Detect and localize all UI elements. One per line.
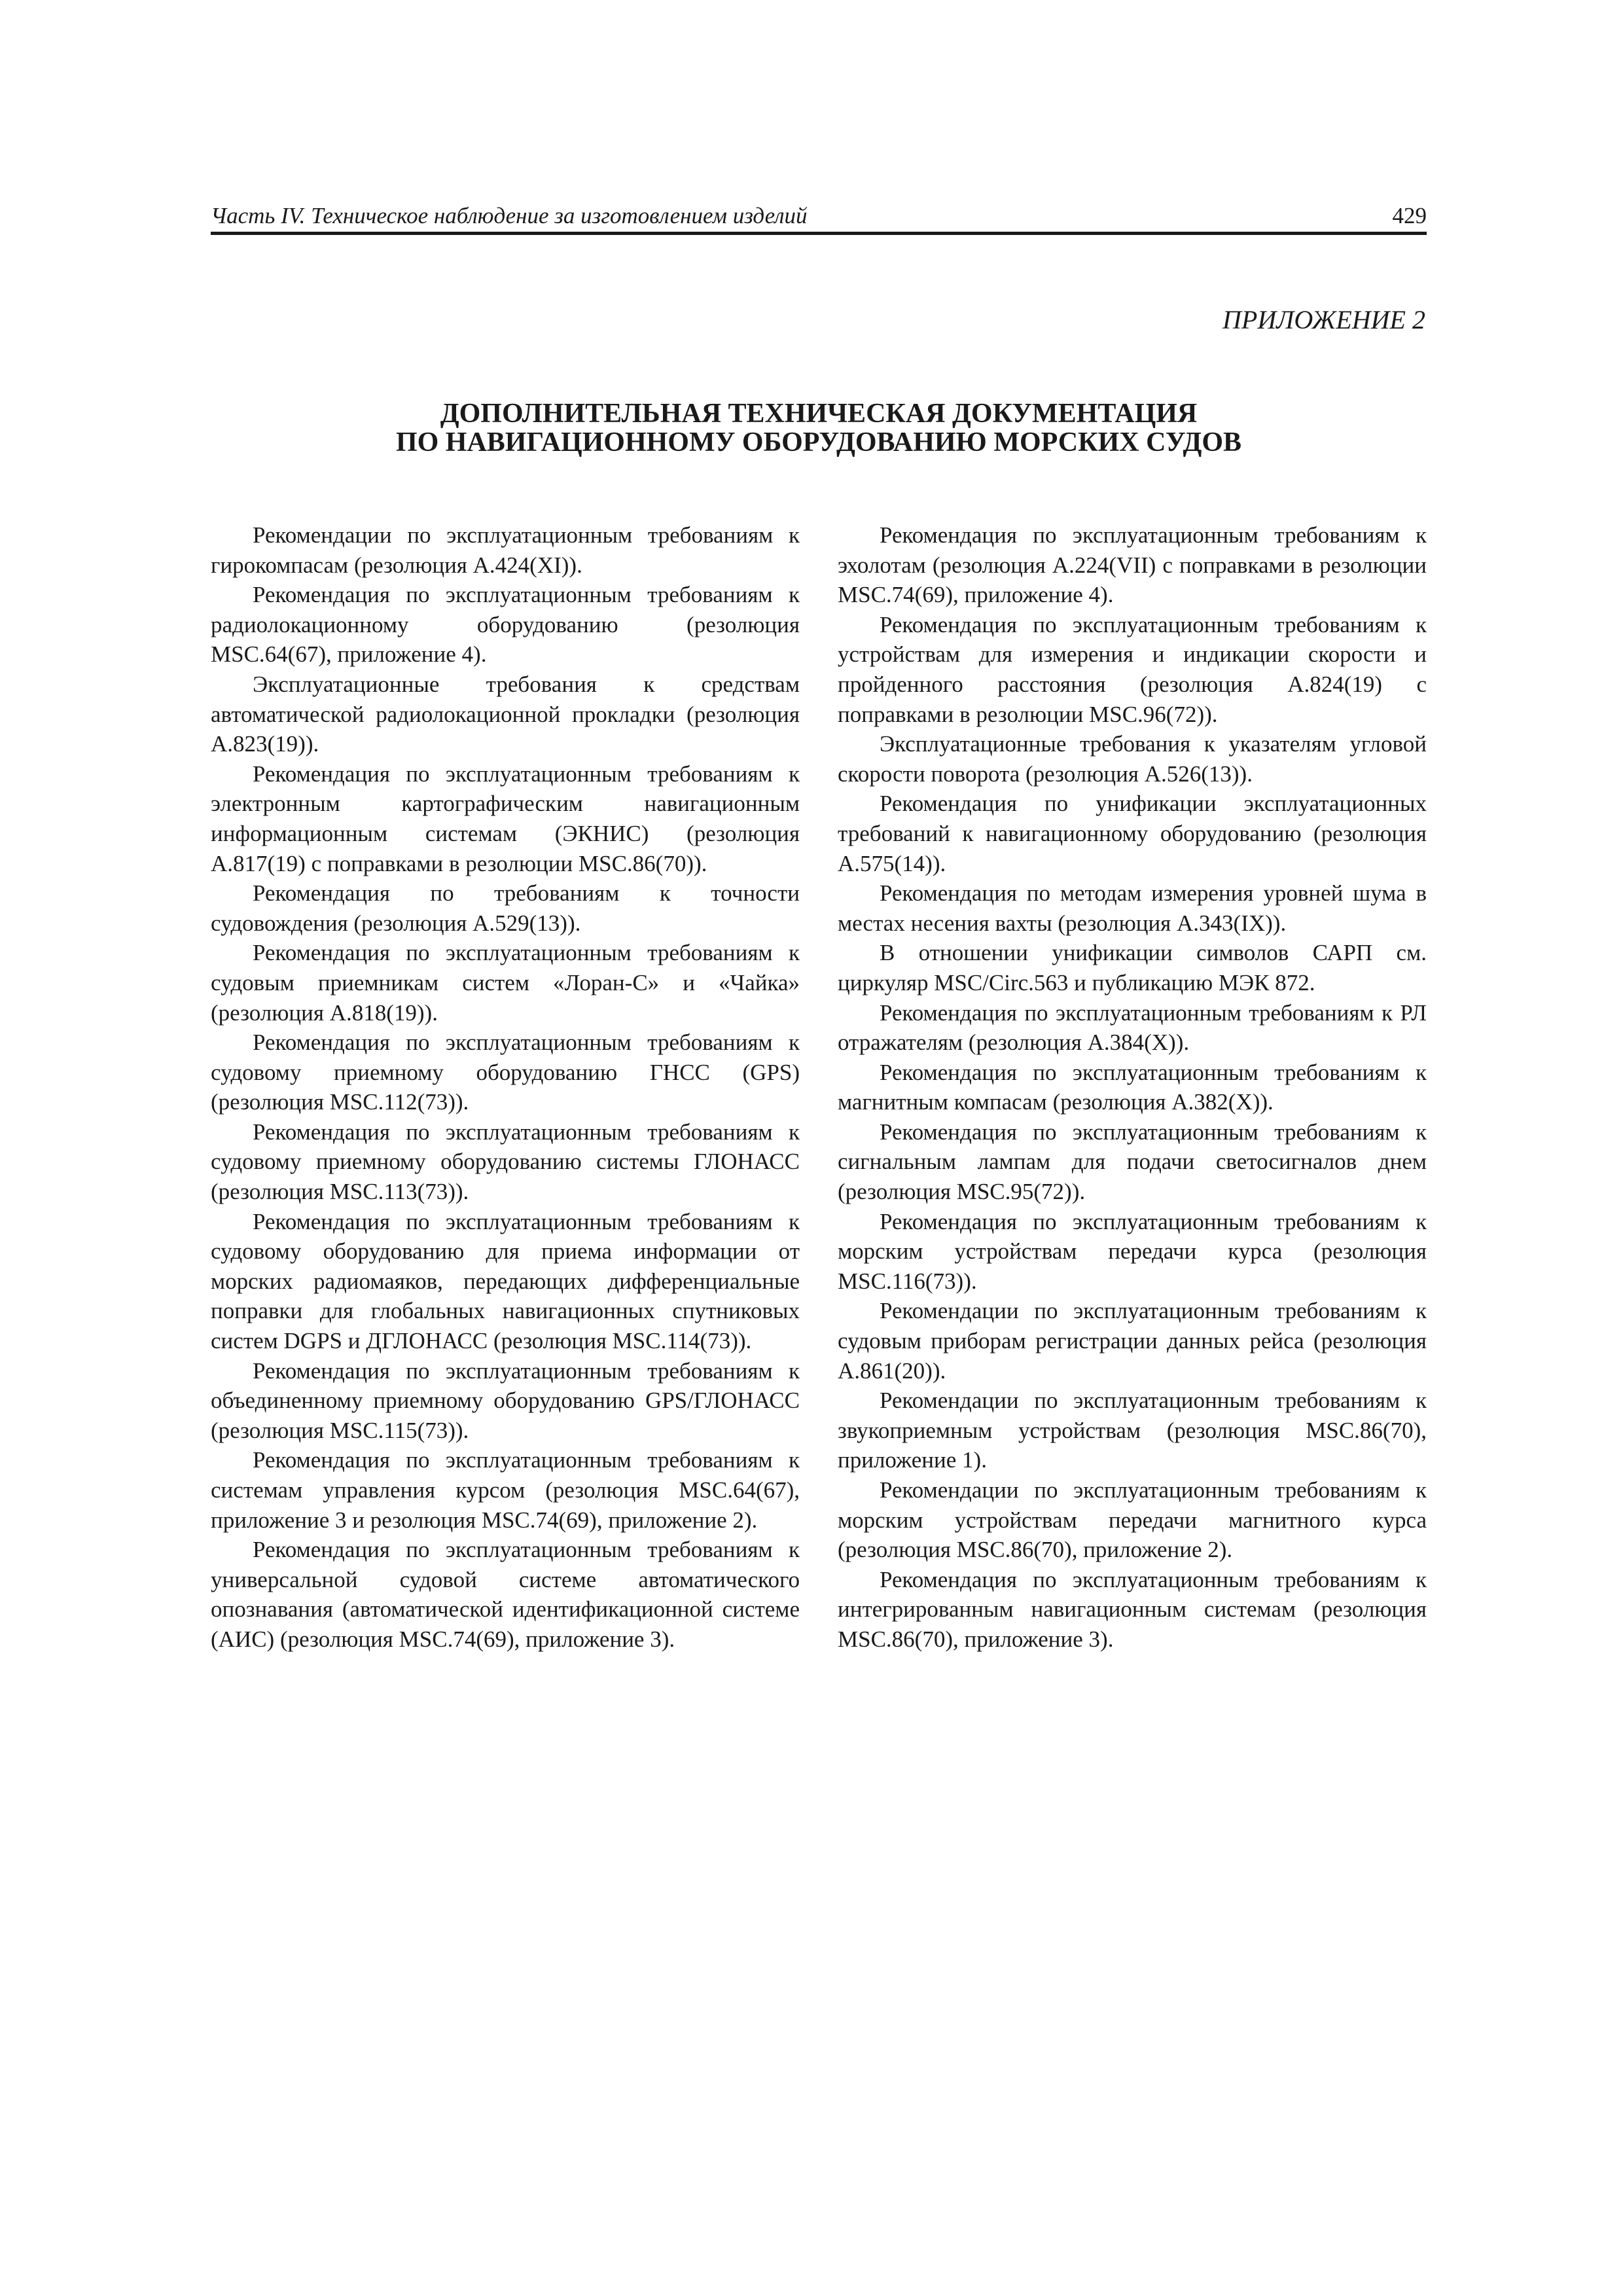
left-column	[211, 520, 800, 1655]
paragraph: Рекомендация по эксплуатационным требованиям к универсальной судовой системе автоматического опознавания (автоматической идентификационной системе (АИС) (резолюция MSC.74(69), приложение 3).	[211, 1537, 800, 1652]
paragraph: Рекомендации по эксплуатационным требованиям к морским устройствам передачи магнитного курса (резолюция MSC.86(70), приложение 2).	[838, 1477, 1427, 1563]
paragraph: Эксплуатационные требования к средствам автоматической радиолокационной прокладки (резолюция A.823(19)).	[211, 671, 800, 757]
paragraph: Рекомендация по эксплуатационным требованиям к эхолотам (резолюция A.224(VII) с поправками в резолюции MSC.74(69), приложение 4).	[838, 522, 1427, 608]
paragraph: Рекомендация по эксплуатационным требованиям к сигнальным лампам для подачи светосигналов днем (резолюция MSC.95(72)).	[838, 1119, 1427, 1205]
document-title	[211, 399, 1427, 457]
paragraph: Рекомендация по эксплуатационным требованиям к интегрированным навигационным системам (резолюция MSC.86(70), приложение 3).	[838, 1566, 1427, 1652]
paragraph: Рекомендация по эксплуатационным требованиям к РЛ отражателям (резолюция A.384(X)).	[838, 999, 1427, 1056]
paragraph: В отношении унификации символов САРП см. циркуляр MSC/Circ.563 и публикацию МЭК 872.	[838, 940, 1427, 996]
paragraph: Рекомендация по эксплуатационным требованиям к судовому оборудованию для приема информации от морских радиомаяков, передающих дифференциальные поправки для глобальных навигационных спутниковых систем DGPS и ДГЛОНАСС (резолюция MSC.114(73)).	[211, 1208, 800, 1354]
paragraph: Рекомендации по эксплуатационным требованиям к звукоприемным устройствам (резолюция MSC.86(70), приложение 1).	[838, 1388, 1427, 1473]
paragraph: Рекомендация по методам измерения уровней шума в местах несения вахты (резолюция A.343(IX)).	[838, 880, 1427, 936]
paragraph: Рекомендация по эксплуатационным требованиям к магнитным компасам (резолюция A.382(X)).	[838, 1059, 1427, 1115]
paragraph: Рекомендация по эксплуатационным требованиям к объединенному приемному оборудованию GPS/ГЛОНАСС (резолюция MSC.115(73)).	[211, 1357, 800, 1443]
page-number: 429	[1392, 203, 1427, 228]
appendix-label: ПРИЛОЖЕНИЕ 2	[1222, 305, 1425, 334]
paragraph: Рекомендация по эксплуатационным требованиям к электронным картографическим навигационным информационным системам (ЭКНИС) (резолюция A.817(19) с поправками в резолюции MSC.86(70)).	[211, 761, 800, 876]
paragraph: Рекомендация по требованиям к точности судовождения (резолюция A.529(13)).	[211, 880, 800, 936]
running-title: Часть IV. Техническое наблюдение за изготовлением изделий	[211, 203, 808, 228]
right-column	[838, 520, 1427, 1655]
paragraph: Рекомендация по унификации эксплуатационных требований к навигационному оборудованию (резолюция A.575(14)).	[838, 791, 1427, 876]
paragraph: Рекомендация по эксплуатационным требованиям к судовому приемному оборудованию системы ГЛОНАСС (резолюция MSC.113(73)).	[211, 1119, 800, 1205]
paragraph: Рекомендация по эксплуатационным требованиям к судовым приемникам систем «Лоран-С» и «Чайка» (резолюция A.818(19)).	[211, 940, 800, 1026]
title-line-1: ДОПОЛНИТЕЛЬНАЯ ТЕХНИЧЕСКАЯ ДОКУМЕНТАЦИЯ	[440, 399, 1198, 429]
paragraph: Рекомендация по эксплуатационным требованиям к судовому приемному оборудованию ГНСС (GPS) (резолюция MSC.112(73)).	[211, 1030, 800, 1115]
running-header	[211, 202, 1427, 235]
title-line-2: ПО НАВИГАЦИОННОМУ ОБОРУДОВАНИЮ МОРСКИХ СУДОВ	[395, 427, 1242, 457]
paragraph: Рекомендация по эксплуатационным требованиям к устройствам для измерения и индикации скорости и пройденного расстояния (резолюция A.824(19) с поправками в резолюции MSC.96(72)).	[838, 611, 1427, 727]
paragraph: Рекомендация по эксплуатационным требованиям к системам управления курсом (резолюция MSC.64(67), приложение 3 и резолюция MSC.74(69), приложение 2).	[211, 1447, 800, 1533]
paragraph: Рекомендации по эксплуатационным требованиям к судовым приборам регистрации данных рейса (резолюция A.861(20)).	[838, 1298, 1427, 1384]
paragraph: Рекомендация по эксплуатационным требованиям к морским устройствам передачи курса (резолюция MSC.116(73)).	[838, 1208, 1427, 1294]
paragraph: Рекомендации по эксплуатационным требованиям к гирокомпасам (резолюция A.424(XI)).	[211, 522, 800, 578]
paragraph: Рекомендация по эксплуатационным требованиям к радиолокационному оборудованию (резолюция MSC.64(67), приложение 4).	[211, 582, 800, 668]
paragraph: Эксплуатационные требования к указателям угловой скорости поворота (резолюция A.526(13)).	[838, 731, 1427, 787]
